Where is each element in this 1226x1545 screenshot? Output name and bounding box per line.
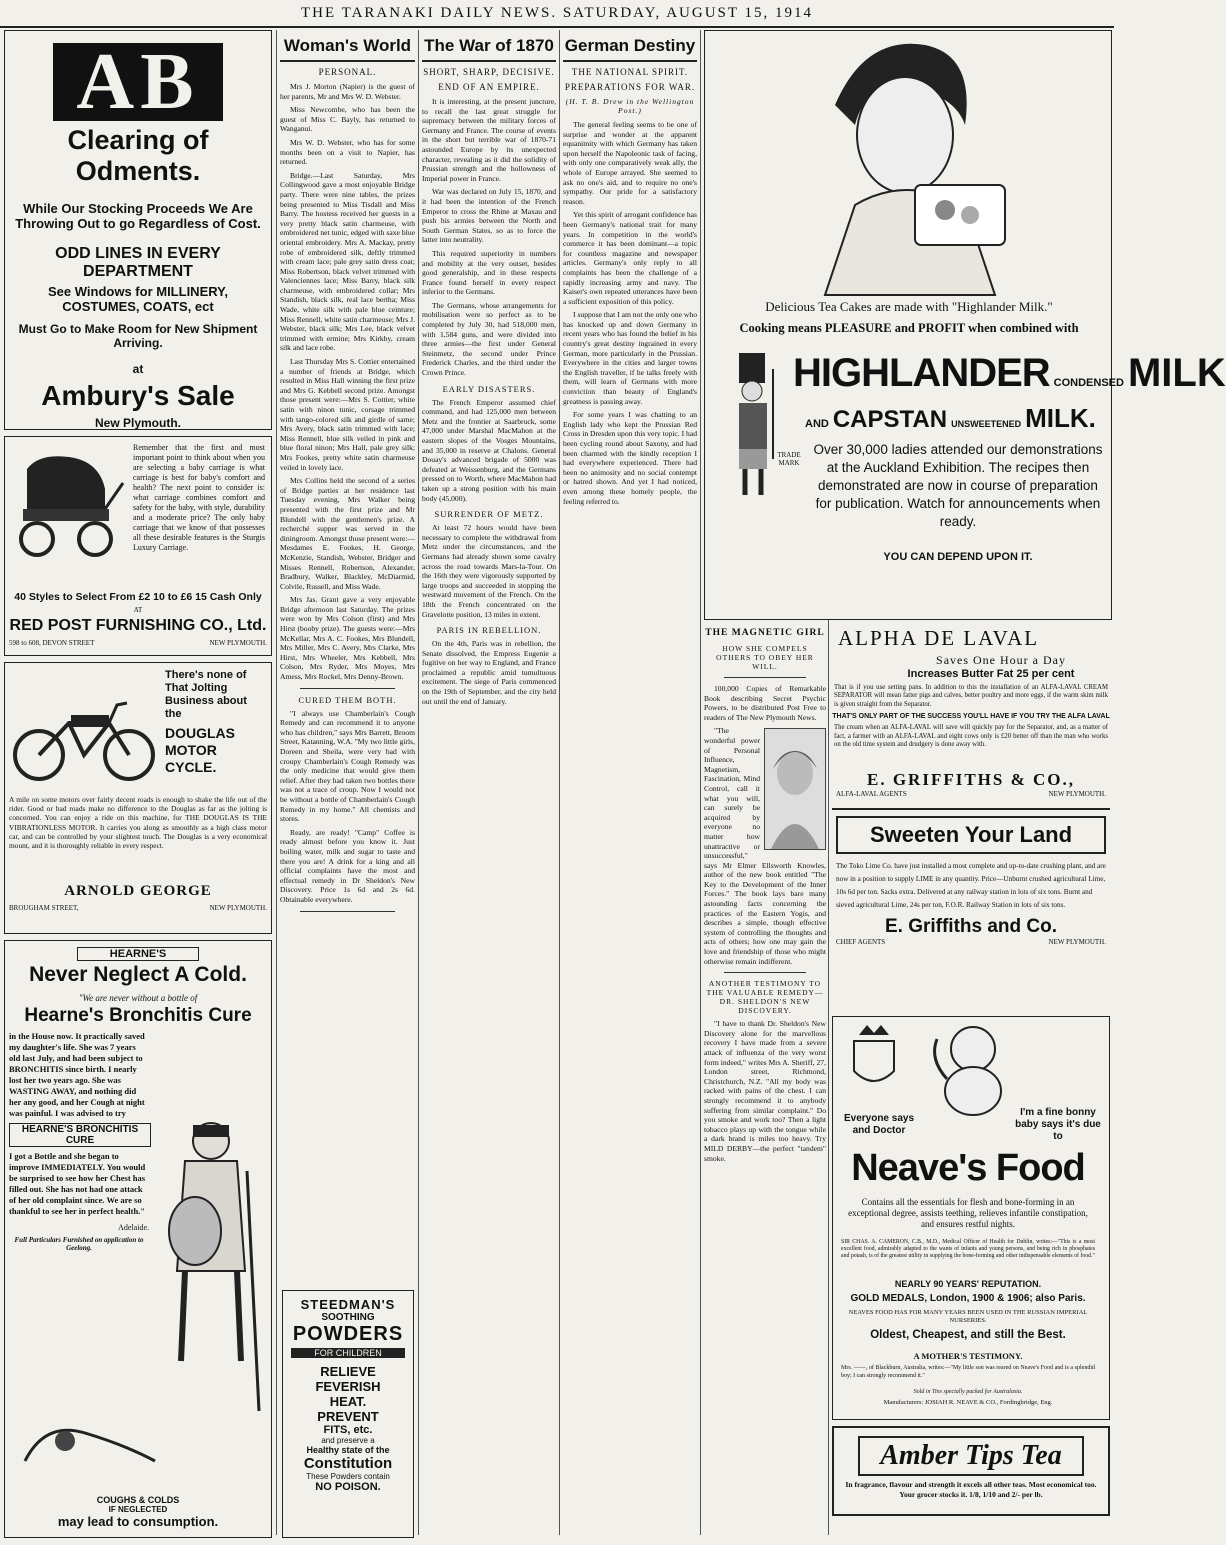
highlander-soldier-trademark — [715, 349, 790, 499]
ab-logo: AB — [53, 43, 223, 121]
portrait-photo — [764, 728, 826, 850]
steedman-name: STEEDMAN'S — [300, 1297, 396, 1312]
baby-illustration — [923, 1019, 1023, 1119]
article-paragraph: Mrs Jas. Grant gave a very enjoyable Bridge afternoon last Saturday. The prizes were won by Mrs Colson (first) and Mrs Hirst (booby prize). The guests were:—Mrs McKellar, Mrs A. C. Fookes, Mrs Blundell, Mrs Miller, Mrs C. Avery, Mrs Clarke, Mrs Hirst, Mrs Wheeler, Mrs Kebbell, Mrs Colson, Mrs Ryder, Mrs Moyes, Mrs Amess, Mrs Rockel, Mrs Denny-Brown. — [280, 595, 415, 682]
column-rule — [559, 30, 560, 1535]
steedman-soothing: SOOTHING — [321, 1312, 375, 1323]
douglas-ad — [4, 662, 272, 934]
neave-years: NEARLY 90 YEARS' REPUTATION. — [894, 1279, 1042, 1289]
red-post-at: AT — [133, 606, 143, 614]
highlander-milk: MILK — [1127, 351, 1226, 395]
goblin-illustration — [15, 1411, 165, 1471]
article-paragraph: The Germans, whose arrangements for mobilisation were so perfect as to be completed by July 30, had 518,000 men, with 1,584 guns, and were divided into three armies—the first under General Steinmetz, the second under Prince Frederick Charles, and the third under the Crown Prince. — [422, 300, 556, 378]
hearne-neglected: IF NEGLECTED — [108, 1505, 168, 1514]
column-rule — [418, 30, 419, 1535]
hearne-place: Adelaide. — [118, 1223, 149, 1232]
ambury-room: Must Go to Make Room for New Shipment Arriving. — [18, 322, 258, 350]
article-paragraph: War was declared on July 15, 1870, and it had been the intention of the French Emperor to cross the Rhine at Maxau and push his armies between the North and South German States, so as to force the latter into neutrality. — [422, 187, 556, 245]
destiny-sub2: PREPARATIONS FOR WAR. — [564, 82, 696, 92]
article-paragraph: "I always use Chamberlain's Cough Remedy and can recommend it to anyone who has children," says Mrs Barrett, Broom Street, Katanning, W.A. "My two little girls, Doreen and Sheila, were very bad with croupy Chamberlain's Cough Remedy was the only medicine that would give them relief. After they had taken two bottles there was not a trace of croup. Now I would not be without a bottle of Chamberlain's Cough Remedy in my home." All chemists and stores. — [280, 708, 415, 824]
hearne-label: HEARNE'S BRONCHITIS CURE — [9, 1123, 151, 1147]
red-post-text: Remember that the first and most important point to think about when you are selecting a baby carriage is what carriage is best for baby's comfort and health? The next point to consider is: what carriage combines comfort and safety for the baby, with style, durability and a moderate price? The only baby carriage that we know of that possesses all these desirable features is the Sturgis Luxury Carriage. — [133, 443, 265, 552]
highlander-tagline: Delicious Tea Cakes are made with "Highlander Milk." — [765, 299, 1053, 314]
section-heading: PARIS IN REBELLION. — [436, 625, 542, 636]
neave-mother: Mrs. ——, of Blackburn, Australia, writes:—"My little son was reared on Neave's Food and is a splendid boy; I can strongly recommend it." — [841, 1365, 1095, 1379]
hearne-coughs: COUGHS & COLDS — [96, 1495, 180, 1505]
hearne-banner: HEARNE'S — [77, 947, 199, 961]
steedman-poison: NO POISON. — [315, 1481, 381, 1493]
womans-world-title: Woman's World — [280, 30, 415, 62]
article-paragraph: For some years I was chatting to an English lady who kept the Prussian Red Cross in Dresden upon this very topic. I had been cycling round about Saxony, and had been charmed with the kindly reception I had everywhere experienced. There had been no animosity and no social contempt or hatred shown. And yet I had noticed, even among these homely people, the feeling referred to. — [563, 410, 697, 506]
hearne-consumption: may lead to consumption. — [57, 1514, 219, 1529]
german-destiny-column — [563, 30, 697, 1535]
alpha-laval-increases: Increases Butter Fat 25 per cent — [907, 668, 1075, 680]
section-heading: SURRENDER OF METZ. — [434, 509, 544, 520]
article-paragraph: Miss Newcombe, who has been the guest of Miss C. Bayly, has returned to Wanganui. — [280, 105, 415, 134]
douglas-text: A mile on some motors over fairly decent roads is enough to shake the life out of the rider. Good or bad roads make no difference to the Douglas as far as the jolting is concerned. You can enjoy a ride on this machine, for THE DOUGLAS IS THE VIBRATIONLESS MOTOR. It carries you along as smoothly as a high class motor car, and can be controlled by your slightest touch. The Douglas is a very economical mount, and it is thoroughly reliable in every respect. — [9, 795, 267, 851]
article-paragraph: The general feeling seems to be one of surprise and wonder at the apparent equanimity with which Germany has taken upon herself the Napoleonic task of facing, with only one comparatively weak ally, the whole of Europe arrayed. She seemed to ask no one's aid, and to require no one's sympathy. Our pride for a satisfactory reason. — [563, 120, 697, 206]
hearne-product: Hearne's Bronchitis Cure — [24, 1005, 252, 1026]
highlander-text: Over 30,000 ladies attended our demonstrations at the Auckland Exhibition. The recipes then demonstrated are now in course of preparation for publication. Watch for announcements when ready. — [813, 442, 1103, 529]
article-paragraph: Yet this spirit of arrogant confidence has been Germany's national trait for many years. In competition in the world's commerce it has been dominant—a topic for countless magazine and newspaper articles. Germany's only reply to all complaints has been the challenge of a rapidly increasing army and navy. The Kaiser's own repeated utterances have been a sufficient exposition of this policy. — [563, 210, 697, 306]
magnetic-girl-head: THE MAGNETIC GIRL — [705, 628, 825, 638]
douglas-street: BROUGHAM STREET, — [9, 904, 79, 912]
cured-heading: CURED THEM BOTH. — [298, 694, 397, 705]
steedman-and-preserve: and preserve a — [321, 1436, 375, 1445]
magnetic-girl-column — [704, 622, 826, 1534]
neave-brand: Neave's Food — [851, 1147, 1085, 1189]
ambury-place: New Plymouth. — [94, 416, 181, 430]
douglas-brand: DOUGLAS MOTOR CYCLE. — [165, 725, 235, 775]
ambury-at: at — [132, 362, 144, 376]
left-ad-column — [4, 30, 272, 1544]
alpha-laval-ad — [832, 626, 1110, 764]
neave-sold: Sold in Tins specially packed for Australasia. — [913, 1389, 1023, 1395]
sweeten-ad — [832, 808, 1110, 1016]
german-destiny-title: German Destiny — [563, 30, 697, 62]
personal-heading: PERSONAL. — [318, 67, 377, 77]
sweeten-agents: CHIEF AGENTS — [836, 938, 886, 946]
divider — [724, 677, 806, 678]
divider — [724, 972, 806, 973]
amber-tips-ad — [832, 1426, 1110, 1516]
article-paragraph: On the 4th, Paris was in rebellion, the Senate dissolved, the Empress Eugenie a fugitive on her way to England, and France proclaimed a republic amid tumultuous excitement. The siege of Paris commenced on the 19th of September, and the city held out until the end of January. — [422, 639, 556, 706]
divider — [300, 688, 395, 689]
hearne-head: Never Neglect A Cold. — [29, 963, 247, 986]
ambury-odd-lines: ODD LINES IN EVERY DEPARTMENT — [55, 245, 221, 280]
alpha-laval-text: That is if you use setting pans. In addition to this the installation of an ALFA-LAVAL CREAM SEPARATOR will mean fatter pigs and calves, better poultry and more eggs, if the warm skim milk is given straight from the Separator. — [834, 684, 1108, 708]
knight-illustration — [155, 1111, 263, 1431]
trade-mark: TRADE MARK — [777, 451, 801, 467]
red-post-ad — [4, 436, 272, 656]
magnetic-girl-text: "The wonderful power of Personal Influence, Magnetism, Fascination, Mind Control, call it what you will, can surely be acquired by everyone no matter how unattractive or unsuccessful," says Mr Elmer Ellsworth Knowles, author of the new book entitled "The Key to the Development of the Inner Forces." The book lays bare many astounding facts concerning the practices of the Eastern Yogis, and describes a simple, though effective system of controlling the thoughts and acts of others; how one may gain the love and friendship of those who might otherwise remain indifferent. — [704, 726, 826, 966]
steedman-fits: FITS, etc. — [323, 1424, 373, 1436]
hearne-footer: Full Particulars Furnished on application to Geelong. — [14, 1236, 144, 1252]
capstan-milk: MILK. — [1025, 403, 1096, 433]
steedman-powders: POWDERS — [292, 1323, 404, 1345]
steedman-feverish: FEVERISH — [315, 1379, 381, 1394]
alpha-laval-dealer: E. GRIFFITHS & CO., — [866, 770, 1076, 789]
destiny-sub1: THE NATIONAL SPIRIT. — [571, 67, 689, 77]
war-sub2: END OF AN EMPIRE. — [438, 82, 540, 92]
destiny-byline: (H. T. B. Drew in the Wellington Post.) — [565, 97, 695, 115]
neave-contains: Contains all the essentials for flesh and bone-forming in an exceptional degree, assists teething, relieves infantile constipation, and ensures restful nights. — [848, 1197, 1088, 1229]
red-post-address: 598 to 608, DEVON STREET — [9, 639, 95, 647]
magnetic-girl-sub: HOW SHE COMPELS OTHERS TO OBEY HER WILL. — [716, 644, 814, 671]
article-paragraph: This required superiority in numbers and mobility at the very outset, besides good generalship, and in these respects France found herself in every respect inferior to the Germans. — [422, 248, 556, 297]
red-post-styles: 40 Styles to Select From £2 10 to £6 15 Cash Only — [14, 591, 262, 603]
capstan-unsweetened: UNSWEETENED — [951, 419, 1022, 429]
highlander-and: AND — [805, 418, 829, 430]
alpha-laval-town: NEW PLYMOUTH. — [1048, 790, 1106, 798]
steedman-constitution: Constitution — [303, 1455, 393, 1472]
douglas-dealer: ARNOLD GEORGE — [64, 883, 212, 899]
ambury-ad — [4, 30, 272, 430]
another-head: ANOTHER TESTIMONY TO THE VALUABLE REMEDY—DR. SHELDON'S NEW DISCOVERY. — [706, 979, 824, 1016]
another-text: "I have to thank Dr. Sheldon's New Discovery alone for the marvellous recovery I have made from a severe attack of influenza of the very worst form indeed," writes Mrs A. Sheriff, 27, London street, Richmond, Christchurch, N.Z. "All my body was racked with pains of the chest. I can strongly recommend it to anybody suffering from similar complaint." Do you smoke and work too? Then a light tobacco plays up with the tongue while a dark brand is miles too heavy. Try MILD DERBY—the perfect "tandem" smoke. — [704, 1019, 826, 1163]
hearne-text: in the House now. It practically saved my daughter's life. She was 7 years old last July, and had been subject to BRONCHITIS since birth. I nearly lost her two years ago. She was WASTING AWAY, and nothing did her any good, and her Cough at night was painful. I was advised to try — [9, 1031, 145, 1118]
red-post-town: NEW PLYMOUTH. — [209, 639, 267, 647]
highlander-cooking: Cooking means PLEASURE and PROFIT when combined with — [739, 321, 1079, 335]
article-paragraph: At least 72 hours would have been necessary to complete the withdrawal from Metz under the circumstances, and the Germans had already shown some cavalry across the road towards Mars-la-Tour. On the 16th they were vigorously supported by large troops and succeeded in stopping the westward movement of the French. On the 18th the French concentrated on the Gravelotte position, 13 miles in extent. — [422, 523, 556, 619]
steedman-ad — [282, 1290, 414, 1538]
douglas-head: There's none of That Jolting Business about the — [165, 669, 247, 720]
section-heading: EARLY DISASTERS. — [442, 383, 536, 394]
war-1870-column — [422, 30, 556, 1535]
sweeten-town: NEW PLYMOUTH. — [1048, 938, 1106, 946]
alpha-laval-saves: Saves One Hour a Day — [936, 653, 1066, 667]
capstan-brand: CAPSTAN — [832, 406, 948, 433]
ambury-sale: Ambury's Sale — [41, 380, 235, 411]
sweeten-text: The Toko Lime Co. have just installed a most complete and up-to-date crushing plant, and are now in a position to supply LIME in any quantity. Price—Unburnt crushed agricultural Lime, 10s 6d per ton. Sacks extra. Delivered at any railway station in lots of six tons. Burnt and sieved agricultural Lime, 24s per ton, F.O.R. Railway Station in lots of six tons. — [836, 862, 1106, 909]
hearne-intro: "We are never without a bottle of — [78, 993, 198, 1003]
highlander-brand: HIGHLANDER — [793, 351, 1050, 395]
amber-brand: Amber Tips Tea — [858, 1436, 1084, 1476]
ambury-sub: While Our Stocking Proceeds We Are Throwing Out to go Regardless of Cost. — [15, 201, 261, 231]
neave-medals: GOLD MEDALS, London, 1900 & 1906; also Paris. — [850, 1293, 1086, 1304]
article-paragraph: It is interesting, at the present juncture, to recall the last great struggle for supremacy between the military forces of Germany and France. The course of events in the short but terrible war of 1870-71 astounded Europe by its unexpected character, revealing as it did the solidity of Prussian strength and the hollowness of Imperial power in France. — [422, 97, 556, 183]
steedman-healthy: Healthy state of the — [306, 1445, 390, 1455]
article-paragraph: Ready, are ready! "Camp" Coffee is ready almost before you know it. Just boiling water, milk and sugar to taste and there you are! A drink for a king and all official complaints have the most and effectual remedy in Dr Sheldon's New Discovery. Price 1s 6d and 2s 6d. Obtainable everywhere. — [280, 827, 415, 904]
ambury-windows: See Windows for MILLINERY, COSTUMES, COATS, ect — [48, 284, 228, 314]
war-1870-title: The War of 1870 — [422, 30, 556, 62]
neave-everyone: Everyone says and Doctor — [843, 1113, 915, 1136]
magnetic-girl-intro: 100,000 Copies of Remarkable Book describing Secret Psychic Powers, to be distributed Post Free to readers of The New Plymouth News. — [704, 684, 826, 722]
steedman-for-children: FOR CHILDREN — [291, 1348, 405, 1358]
neave-mother-head: A MOTHER'S TESTIMONY. — [913, 1351, 1023, 1361]
alpha-laval-agents: ALFA-LAVAL AGENTS — [836, 790, 907, 798]
article-paragraph: Mrs J. Morton (Napier) is the guest of her parents, Mr and Mrs W. D. Webster. — [280, 82, 415, 101]
baby-carriage-illustration — [9, 449, 129, 561]
article-paragraph: The French Emperor assumed chief command, and had 125,000 men between Metz and the frontier at Saarbruck, some 47,000 under Marshal MacMahon at the eastern slopes of the Vosges Mountains, and 35,000 in reserve at Chalons. General Douay's advanced brigade of 5000 was defeated at Weissenburg, and the Germans pressed on to Worth, where MacMahon had taken up a strong position with his main body (45,000). — [422, 397, 556, 503]
steedman-relieve: RELIEVE — [320, 1364, 376, 1379]
royal-crest-icon — [839, 1021, 909, 1101]
steedman-these: These Powders contain — [306, 1472, 390, 1481]
steedman-heat: HEAT. — [329, 1394, 367, 1409]
alpha-laval-text2: The cream when an ALFA-LAVAL will save will quickly pay for the Separator, and, as a matter of fact, a farmer with an ALFA-LAVAL and eight cows only is £20 better off than the man who works on the old time system and drudgery is done away with. — [834, 724, 1108, 749]
douglas-town: NEW PLYMOUTH. — [209, 904, 267, 912]
highlander-condensed: CONDENSED — [1053, 377, 1124, 389]
hearne-ad — [4, 940, 272, 1538]
amber-text: In fragrance, flavour and strength it excels all other teas. Most economical too. Your grocer stocks it. 1/8, 1/10 and 2/- per lb. — [845, 1480, 1097, 1499]
sweeten-dealer: E. Griffiths and Co. — [884, 916, 1058, 937]
highlander-ad — [704, 30, 1226, 620]
right-ad-column — [832, 622, 1110, 1534]
neave-doctor: SIR CHAS. A. CAMERON, C.B., M.D., Medical Officer of Health for Dublin, writes:—"This is a most excellent food, admirably adapted to the wants of infants and young persons, and being rich in phosphates and potash, is of the greatest utility in supplying the bone-forming and other indispensable elements of food." — [841, 1239, 1095, 1259]
alpha-laval-only: THAT'S ONLY PART OF THE SUCCESS YOU'LL HAVE IF YOU TRY THE ALFA LAVAL — [832, 713, 1110, 721]
neave-maker: Manufacturers: JOSIAH R. NEAVE & CO., Fordingbridge, Eng. — [883, 1399, 1053, 1406]
woman-with-cakes-illustration — [795, 35, 1015, 295]
column-rule — [276, 30, 277, 1535]
alpha-laval-name: ALPHA DE LAVAL — [838, 626, 1040, 650]
article-paragraph: Bridge.—Last Saturday, Mrs Collingwood gave a most enjoyable Bridge party. There were nine tables, the prizes being presented to Miss Tisdall and Miss Barry. The hostess received her guests in a very pretty black satin charmeuse, with embroidered net tunic, edged with saxe blue oriental embroidery. Mrs A. Mackay, pretty robe of embroidered silk, deftly trimmed with cream lace; pale grey satin dress coat; Miss Robertson, black velvet trimmed with Valenciennes lace; Miss Barry, black silk charmeuse, with embroidered collar; Mrs Standish, black silk, real lace bertha; Miss Wade, white silk with pale blue ceinture; Miss Rennell, white satin charmeuse; Mrs J. Webster, black silk; Mrs Lee, black velvet trimmed with ermine; Mrs Kirkby, cream silk and lace robe. — [280, 170, 415, 353]
hearne-text2: I got a Bottle and she began to improve IMMEDIATELY. You would be surprised to see how her Chest has filled out. She has not had one attack of her old complaint since. We are so thankful to see her in perfect health." — [9, 1151, 146, 1216]
motorcycle-illustration — [9, 693, 159, 783]
highlander-depend: YOU CAN DEPEND UPON IT. — [883, 551, 1033, 563]
red-post-name: RED POST FURNISHING CO., Ltd. — [9, 617, 267, 634]
divider — [300, 911, 395, 912]
neave-oldest: Oldest, Cheapest, and still the Best. — [870, 1329, 1066, 1341]
article-paragraph: Last Thursday Mrs S. Cottier entertained a number of friends at Bridge, which resulted in Miss Hall winning the first prize and Mrs G. Kebbell second prize. Amongst those present were:—Mrs S. Cottier, white satin with ninon tunic, corsage trimmed with tango-colored silk and girdle of same; Mrs Avery, black satin trimmed with lace; Miss Rennell, blue silk veiled in pink and blue floral ninon; Mrs Hall, pale grey silk; Mrs Fookes, pretty white satin charmeuse veiled in lovely lace. — [280, 357, 415, 472]
article-paragraph: I suppose that I am not the only one who has knocked up and down Germany in recent years who has found the belief in his country's great destiny ingrained in every German, more particularly in the Prussian. Everywhere in the cities and larger towns the English traveller, if he talks freely with them, will learn of Germans with more conviction than beauty of England's greatness is passing away. — [563, 310, 697, 406]
masthead: THE TARANAKI DAILY NEWS. SATURDAY, AUGUST 15, 1914 — [0, 0, 1114, 28]
neave-nurseries: NEAVES FOOD HAS FOR MANY YEARS BEEN USED IN THE RUSSIAN IMPERIAL NURSERIES. — [848, 1309, 1088, 1324]
sweeten-head: Sweeten Your Land — [836, 816, 1106, 854]
article-paragraph: Mrs Collins held the second of a series of Bridge parties at her residence last Tuesday evening, Mrs Walker being presented with the first prize and Mr Blundell with the gentlemen's prize. A recherché supper was served in the diningroom. Amongst those present were:—Mesdames E. Fookes, H. George, McKenzie, Standish, Webster, Bridger and Misses Rennell, Robertson, Alexander, Bradbury, Walker, Blackley, McDiarmid, Colvile, Russell, and Miss Wade. — [280, 476, 415, 591]
war-sub1: SHORT, SHARP, DECISIVE. — [423, 67, 555, 77]
neave-bonny: I'm a fine bonny baby says it's due to — [1015, 1107, 1101, 1142]
ambury-headline: Clearing of Odments. — [67, 125, 209, 186]
neave-ad — [832, 1016, 1110, 1420]
article-paragraph: Mrs W. D. Webster, who has for some months been on a visit to Napier, has returned. — [280, 137, 415, 167]
column-rule — [700, 30, 701, 1535]
steedman-prevent: PREVENT — [317, 1409, 379, 1424]
